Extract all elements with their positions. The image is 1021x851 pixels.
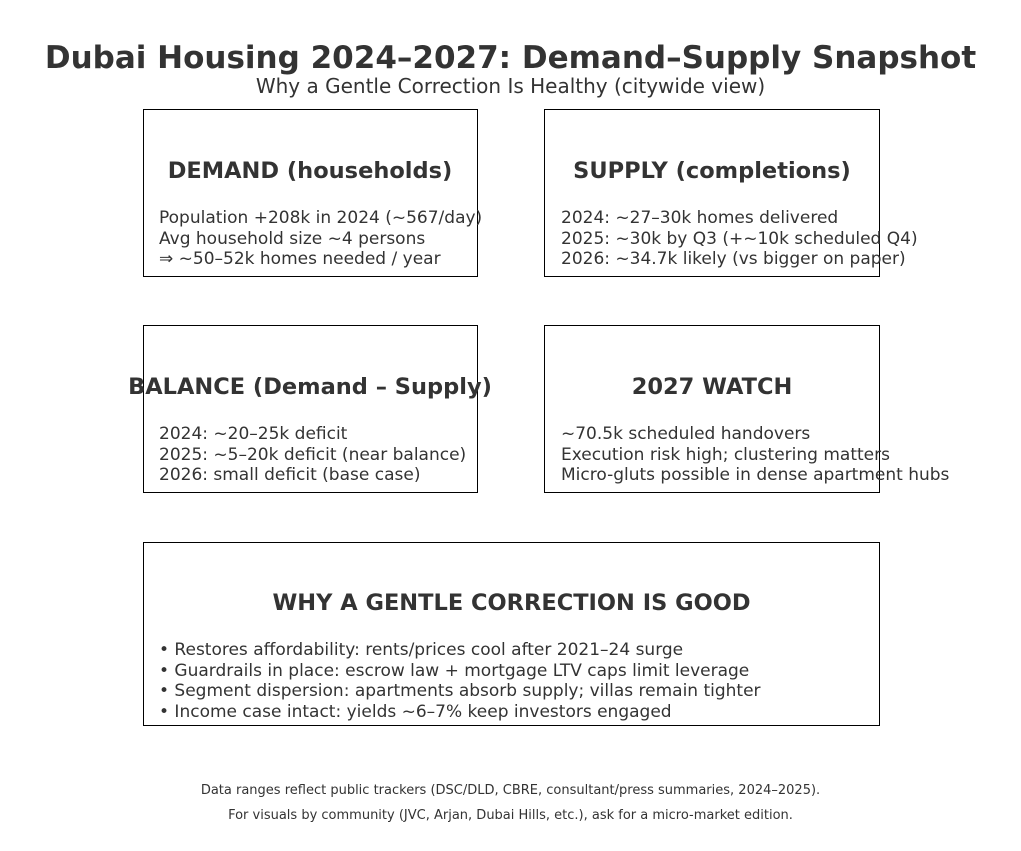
watch-line: ~70.5k scheduled handovers (561, 424, 811, 444)
supply-heading: SUPPLY (completions) (573, 158, 851, 184)
supply-lines (561, 208, 918, 270)
supply-line: 2025: ~30k by Q3 (+~10k scheduled Q4) (561, 228, 918, 249)
demand-heading: DEMAND (households) (167, 158, 453, 184)
watch-lines (561, 424, 949, 486)
correction-heading: WHY A GENTLE CORRECTION IS GOOD (272, 590, 751, 616)
demand-line: ⇒ ~50–52k homes needed / year (159, 249, 441, 270)
correction-bullet: • Restores affordability: rents/prices cool after 2021–24 surge (159, 640, 684, 660)
correction-bullet: • Guardrails in place: escrow law + mortgage LTV caps limit leverage (159, 660, 750, 681)
watch-line: Execution risk high; clustering matters (561, 444, 890, 465)
page-title: Dubai Housing 2024–2027: Demand–Supply Snapshot (44, 40, 977, 76)
page-subtitle: Why a Gentle Correction Is Healthy (citywide view) (255, 74, 766, 98)
footnote-sources: Data ranges reflect public trackers (DSC/DLD, CBRE, consultant/press summaries, 2024–2025). (200, 783, 821, 798)
supply-line: 2026: ~34.7k likely (vs bigger on paper) (561, 249, 906, 270)
balance-heading: BALANCE (Demand – Supply) (128, 374, 492, 400)
supply-line: 2024: ~27–30k homes delivered (561, 208, 839, 228)
demand-line: Avg household size ~4 persons (159, 228, 426, 249)
watch-line: Micro-gluts possible in dense apartment hubs (561, 465, 950, 486)
balance-line: 2024: ~20–25k deficit (159, 424, 348, 444)
demand-line: Population +208k in 2024 (~567/day) (159, 208, 483, 228)
balance-lines (159, 424, 466, 486)
watch-heading: 2027 WATCH (631, 374, 793, 400)
correction-bullet: • Segment dispersion: apartments absorb supply; villas remain tighter (159, 681, 761, 702)
footnote-micro-market: For visuals by community (JVC, Arjan, Dubai Hills, etc.), ask for a micro-market edition. (228, 808, 793, 823)
correction-lines (159, 640, 761, 723)
demand-lines (159, 208, 482, 270)
correction-bullet: • Income case intact: yields ~6–7% keep investors engaged (159, 702, 672, 723)
balance-line: 2025: ~5–20k deficit (near balance) (159, 444, 467, 465)
balance-line: 2026: small deficit (base case) (159, 465, 421, 486)
